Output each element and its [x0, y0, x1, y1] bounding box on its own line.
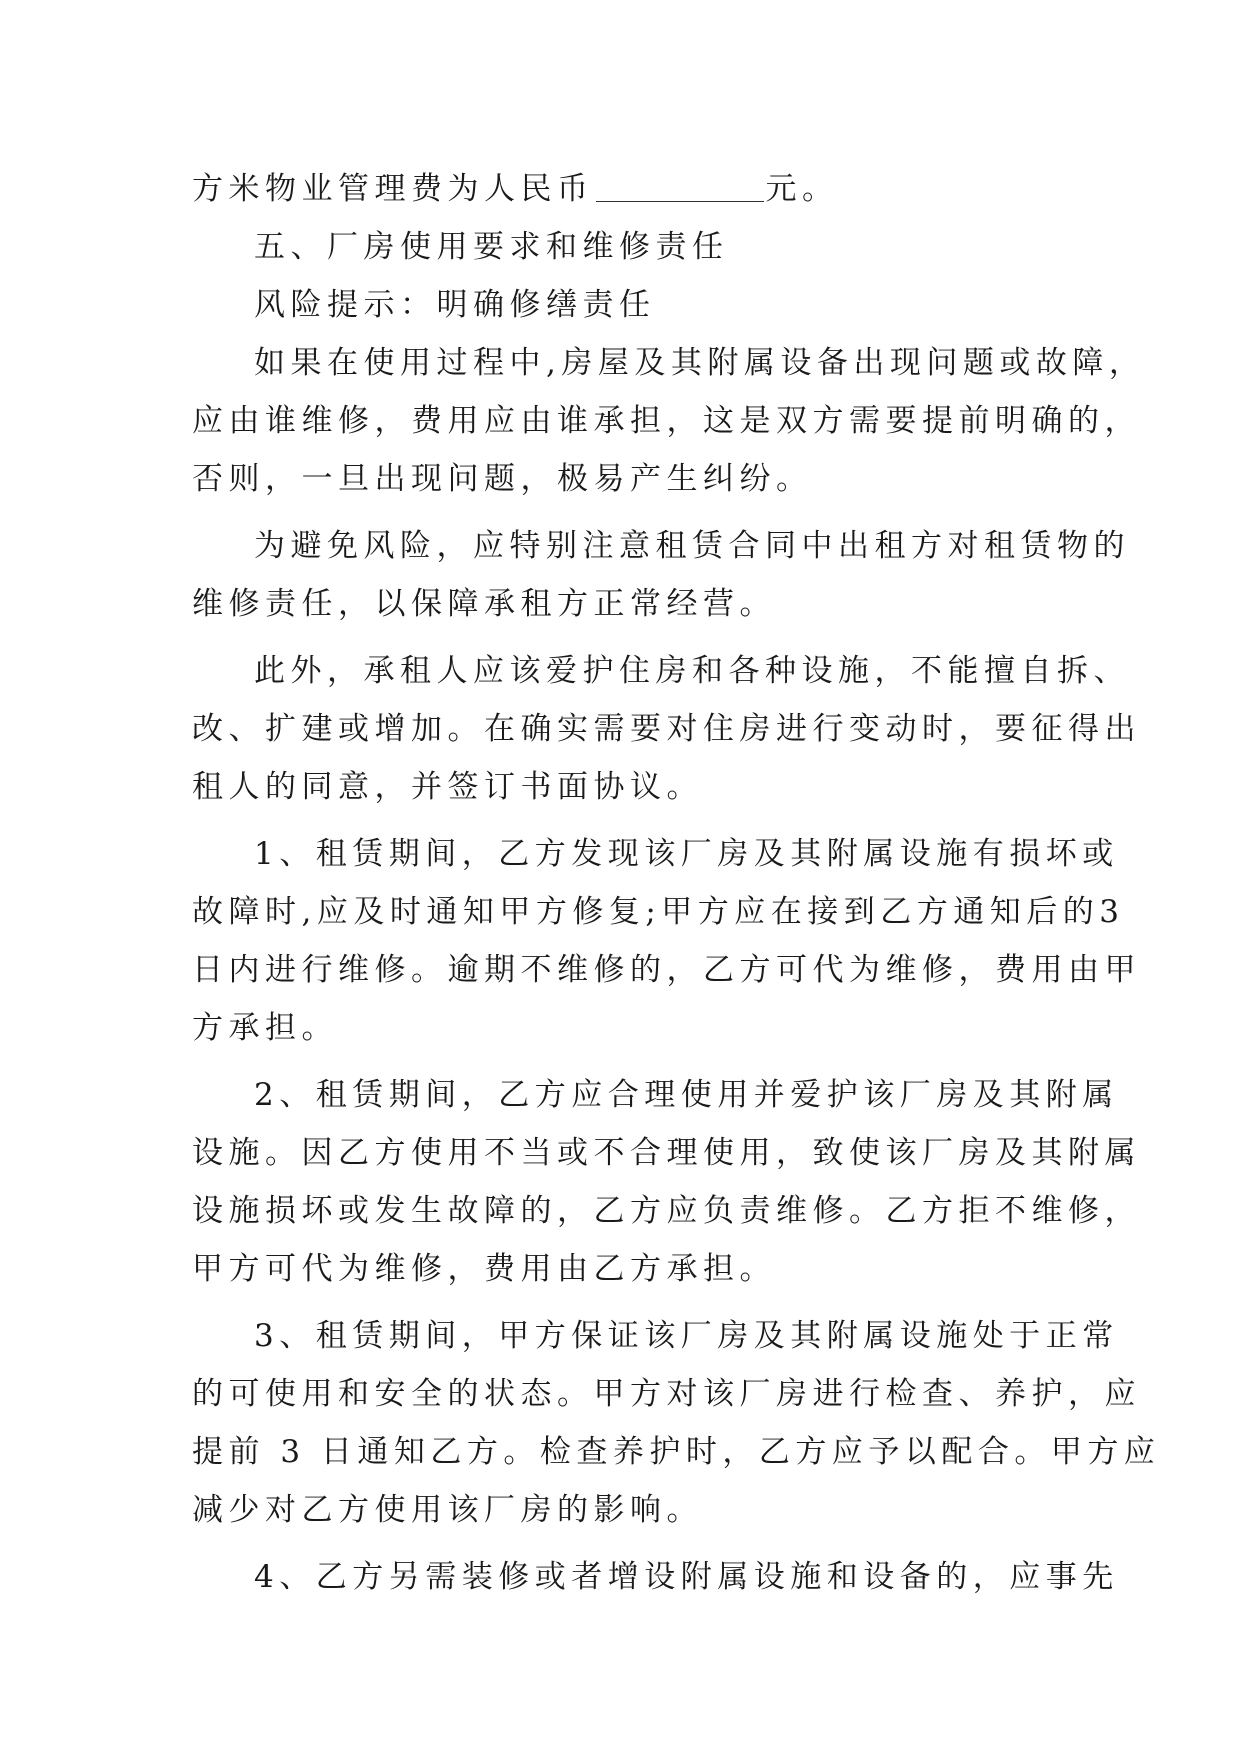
text-fragment: 方米物业管理费为人民币: [192, 171, 594, 207]
text-line: 改、扩建或增加。在确实需要对住房进行变动时，要征得出: [192, 711, 1141, 747]
text-line: 提前 3 日通知乙方。检查养护时，乙方应予以配合。甲方应: [192, 1434, 1161, 1470]
text-line: 应由谁维修，费用应由谁承担，这是双方需要提前明确的，: [192, 403, 1141, 439]
text-line: 设施。因乙方使用不当或不合理使用，致使该厂房及其附属: [192, 1135, 1141, 1171]
text-line: 减少对乙方使用该厂房的影响。: [192, 1492, 703, 1528]
clause-4: 4、乙方另需装修或者增设附属设施和设备的，应事先: [254, 1559, 1119, 1595]
text-line: 为避免风险，应特别注意租赁合同中出租方对租赁物的: [254, 528, 1130, 564]
document-body: [192, 160, 1161, 1606]
text-line: 方承担。: [192, 1010, 338, 1046]
fill-in-blank: [596, 171, 764, 202]
text-fragment: 元。: [765, 171, 839, 207]
risk-tip-heading: 风险提示：明确修缮责任: [254, 287, 656, 323]
text-line: 日内进行维修。逾期不维修的，乙方可代为维修，费用由甲: [192, 952, 1141, 988]
text-line: 如果在使用过程中,房屋及其附属设备出现问题或故障，: [254, 345, 1146, 381]
text-line: [192, 160, 1072, 218]
text-line: 甲方可代为维修，费用由乙方承担。: [192, 1251, 776, 1287]
text-line: 设施损坏或发生故障的，乙方应负责维修。乙方拒不维修，: [192, 1193, 1141, 1229]
text-line: 此外，承租人应该爱护住房和各种设施，不能擅自拆、: [254, 653, 1130, 689]
text-line: 否则，一旦出现问题，极易产生纠纷。: [192, 461, 813, 497]
clause-1: 1、租赁期间，乙方发现该厂房及其附属设施有损坏或: [254, 836, 1119, 872]
clause-3: 3、租赁期间，甲方保证该厂房及其附属设施处于正常: [254, 1318, 1119, 1354]
clause-2: 2、租赁期间，乙方应合理使用并爱护该厂房及其附属: [254, 1077, 1119, 1113]
section-heading: 五、厂房使用要求和维修责任: [254, 229, 729, 265]
text-line: 故障时,应及时通知甲方修复;甲方应在接到乙方通知后的3: [192, 894, 1125, 930]
text-line: 维修责任，以保障承租方正常经营。: [192, 586, 776, 622]
text-line: 租人的同意，并签订书面协议。: [192, 769, 703, 805]
text-line: 的可使用和安全的状态。甲方对该厂房进行检查、养护，应: [192, 1376, 1141, 1412]
